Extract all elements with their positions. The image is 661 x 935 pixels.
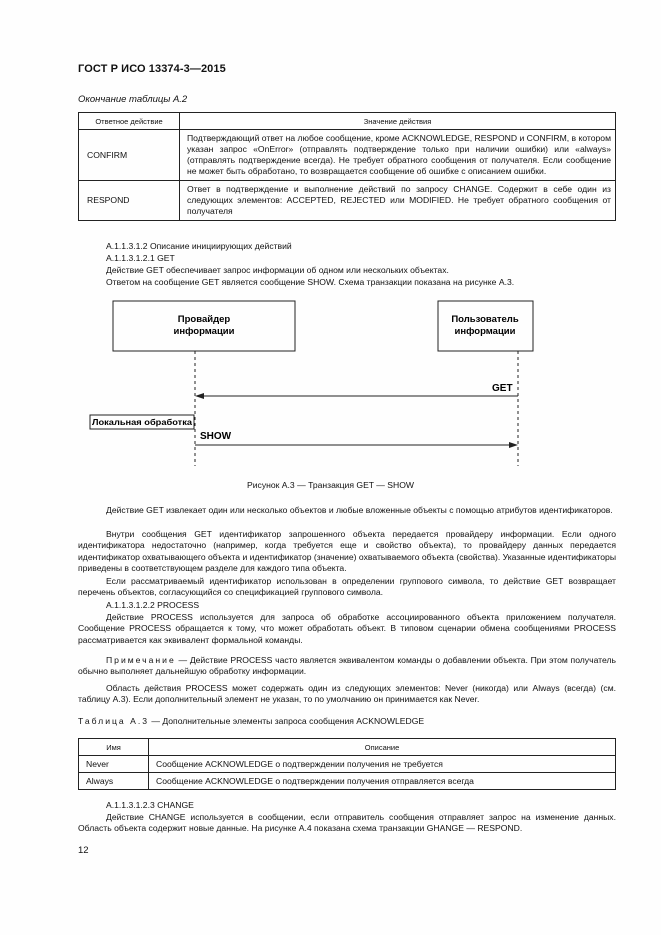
paragraph: Действие GET обеспечивает запрос информации об одном или нескольких объектах. [106, 265, 449, 275]
figure-caption: Рисунок А.3 — Транзакция GET — SHOW [247, 480, 414, 490]
column-header-name: Имя [79, 739, 149, 756]
table-row [79, 773, 616, 790]
show-label: SHOW [200, 431, 232, 442]
column-header-description: Описание [149, 739, 616, 756]
table-a3-label: Таблица А.3 [78, 716, 149, 726]
show-arrowhead [509, 442, 518, 448]
table-continuation-caption: Окончание таблицы А.2 [78, 94, 188, 105]
provider-label-line2: информации [173, 326, 235, 337]
paragraph: Ответом на сообщение GET является сообщение SHOW. Схема транзакции показана на рисунке А.3. [106, 277, 515, 287]
cell-action: RESPOND [79, 181, 180, 221]
table-header-row [79, 113, 616, 130]
user-label-line1: Пользователь [451, 314, 519, 325]
section-heading: А.1.1.3.1.2.1 GET [106, 253, 175, 263]
table-a3-title [78, 716, 424, 726]
get-label: GET [492, 383, 513, 394]
get-arrowhead [195, 393, 204, 399]
paragraph: Действие CHANGE используется в сообщении, если отправитель сообщения отправляет запрос на изменение данных. Область объекта содержит новые данные. На рисунке А.4 показана схема транзакции GHANGE — RESPOND. [78, 812, 616, 834]
section-heading: А.1.1.3.1.2.3 CHANGE [106, 800, 194, 810]
cell-description: Сообщение ACKNOWLEDGE о подтверждении получения не требуется [149, 756, 616, 773]
user-label-line2: информации [454, 326, 516, 337]
table-a3 [78, 738, 616, 790]
note-label: Примечание [106, 655, 176, 665]
paragraph: Если рассматриваемый идентификатор использован в определении группового символа, то действие GET возвращает перечень объектов, согласующийся со спецификацией группового символа. [78, 576, 616, 598]
cell-description: Сообщение ACKNOWLEDGE о подтверждении получения отправляется всегда [149, 773, 616, 790]
section-heading: А.1.1.3.1.2 Описание инициирующих действий [106, 241, 292, 251]
table-row [79, 130, 616, 181]
document-header: ГОСТ Р ИСО 13374-3—2015 [78, 63, 226, 75]
note-text: — Действие PROCESS часто является эквивалентом команды о добавлении объекта. При этом получатель обычно выполняет дальнейшую обработку информации. [78, 655, 616, 677]
cell-name: Always [79, 773, 149, 790]
local-processing-label: Локальная обработка [92, 418, 193, 427]
provider-label-line1: Провайдер [177, 314, 231, 325]
section-heading: А.1.1.3.1.2.2 PROCESS [106, 600, 200, 610]
page-number: 12 [78, 845, 89, 856]
column-header-action: Ответное действие [79, 113, 180, 130]
table-row [79, 181, 616, 221]
table-row [79, 756, 616, 773]
cell-action: CONFIRM [79, 130, 180, 181]
paragraph: Действие PROCESS используется для запроса об обработке ассоциированного объекта приложением получателя. Сообщение PROCESS обращается к тому, что может обработать объект. В типовом сценарии обмена сообщениями PROCESS рассматривается как эквивалент формальной команды. [78, 612, 616, 645]
table-header-row [79, 739, 616, 756]
paragraph: Внутри сообщения GET идентификатор запрошенного объекта передается провайдеру информации. Если одного идентификатора недостаточно (например, когда требуется еще и свойство объекта), то провайдеру данных передается идентификатор охватывающего объекта и идентификатор (значение) охватываемого объекта (свойства). Указанные идентификаторы приведены в соответствующем разделе для каждого типа объекта. [78, 529, 616, 574]
cell-name: Never [79, 756, 149, 773]
cell-meaning: Ответ в подтверждение и выполнение действий по запросу CHANGE. Содержит в себе один из следующих элементов: ACCEPTED, REJECTED или MODIFIED. Не требует обратного сообщения от получателя [180, 181, 616, 221]
note [78, 655, 616, 678]
cell-meaning: Подтверждающий ответ на любое сообщение, кроме ACKNOWLEDGE, RESPOND и CONFIRM, в котором указан запрос «OnError» (отправлять подтверждение только при наличии ошибки) или «always» (отправлять подтверждение всегда). Не требует обратного сообщения от получателя. Если сообщение не может быть обработано, то возвращается сообщение об ошибке с описанием ошибки. [180, 130, 616, 181]
figure-get-show-diagram [88, 298, 538, 470]
paragraph: Действие GET извлекает один или несколько объектов и любые вложенные объекты с помощью атрибутов идентификаторов. [106, 505, 613, 515]
table-a3-title-text: — Дополнительные элементы запроса сообщения ACKNOWLEDGE [151, 716, 425, 726]
paragraph: Область действия PROCESS может содержать один из следующих элементов: Never (никогда) или Always (всегда) (см. таблицу А.3). Если дополнительный элемент не указан, то по умолчанию он принимается как Never. [78, 683, 616, 705]
column-header-meaning: Значение действия [180, 113, 616, 130]
table-a2 [78, 112, 616, 221]
